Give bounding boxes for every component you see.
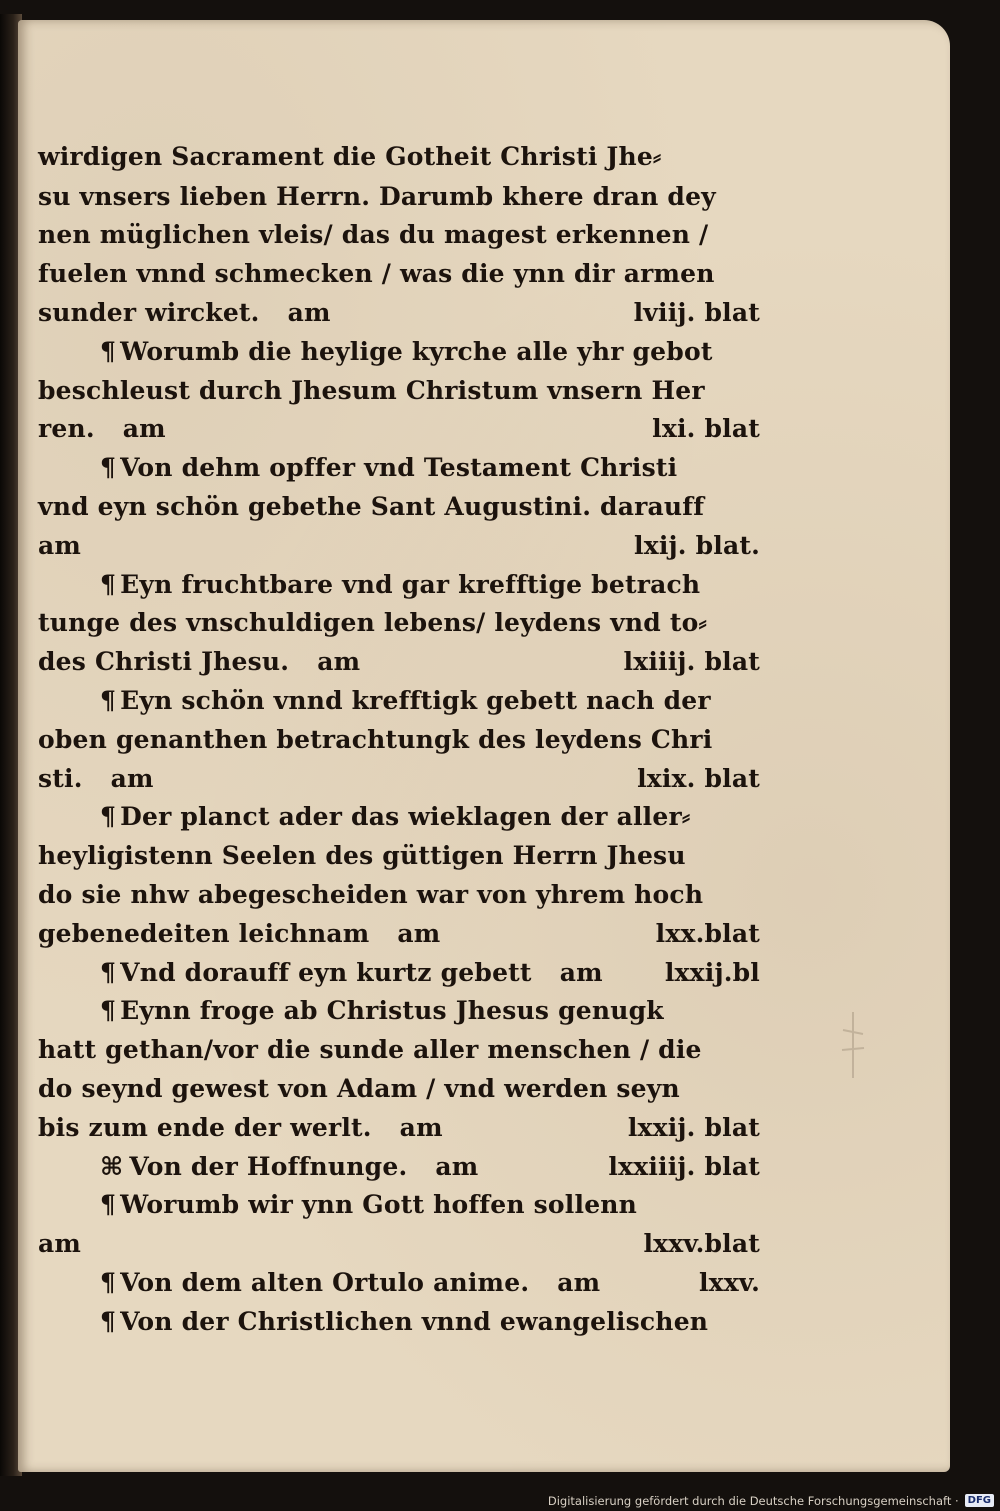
line-text: beschleust durch Jhesum Christum vnsern Her [38, 375, 705, 405]
folio-reference: lxiiij. blat [623, 647, 760, 677]
text-line [38, 293, 760, 332]
line-text: tunge des vnschuldigen lebens/ leydens vnd to⸗ [38, 607, 708, 637]
table-of-contents-text [38, 138, 760, 1341]
text-line [38, 1069, 760, 1108]
line-text: vnd eyn schön gebethe Sant Augustini. darauff [38, 492, 705, 522]
text-line [38, 177, 760, 216]
line-text: Vnd dorauff eyn kurtz gebett [120, 957, 532, 987]
am-word: am [110, 763, 154, 793]
text-line [38, 526, 760, 565]
line-text: sti. [38, 763, 83, 793]
folio-reference: lxxiiij. blat [608, 1151, 760, 1181]
text-line [38, 1108, 760, 1147]
am-word: am [435, 1151, 479, 1181]
line-text: Der planct ader das wieklagen der aller⸗ [120, 801, 691, 831]
text-line [38, 1263, 760, 1302]
folio-reference: lxxij.bl [664, 957, 760, 987]
pilcrow-mark: ¶ [100, 1306, 117, 1336]
text-line [38, 798, 760, 837]
line-text: Von dem alten Ortulo anime. [120, 1268, 530, 1297]
text-line [38, 1147, 760, 1186]
folio-reference: lxx.blat [655, 918, 760, 948]
digitization-footer [0, 1490, 1000, 1511]
line-text: am [38, 530, 82, 560]
line-text: Von dehm opffer vnd Testament Christi [120, 453, 678, 483]
line-text: Von der Hoffnunge. [129, 1151, 408, 1181]
text-line [38, 875, 760, 914]
line-text: nen müglichen vleis/ das du magest erkennen / [38, 220, 709, 250]
dfg-logo: DFG [965, 1494, 994, 1507]
text-line [38, 642, 760, 681]
pilcrow-mark: ¶ [100, 996, 117, 1026]
line-text: bis zum ende der werlt. [38, 1112, 372, 1142]
line-text: am [38, 1229, 82, 1259]
line-text: Worumb wir ynn Gott hoffen sollenn [120, 1190, 638, 1220]
line-text: Eynn froge ab Christus Jhesus genugk [120, 996, 664, 1026]
am-word: am [559, 957, 603, 987]
text-line [38, 1302, 760, 1341]
pilcrow-mark: ¶ [100, 1268, 117, 1297]
text-line [38, 332, 760, 371]
line-text: fuelen vnnd schmecken / was die ynn dir armen [38, 259, 715, 289]
folio-reference: lxi. blat [652, 414, 760, 444]
text-line [38, 1030, 760, 1069]
line-text: Von der Christlichen vnnd ewangelischen [120, 1306, 709, 1336]
am-word: am [317, 647, 361, 677]
folio-reference: lxxv.blat [643, 1229, 760, 1259]
text-line [38, 565, 760, 604]
am-word: am [122, 414, 166, 444]
am-word: am [399, 1112, 443, 1142]
text-line [38, 1186, 760, 1225]
text-line [38, 254, 760, 293]
line-text: do sie nhw abegescheiden war von yhrem hoch [38, 880, 704, 910]
text-line [38, 487, 760, 526]
pilcrow-mark: ¶ [100, 453, 117, 483]
text-line [38, 720, 760, 759]
text-line [38, 371, 760, 410]
line-text: ren. [38, 414, 95, 444]
cross-mark: ⌘ [100, 1151, 124, 1181]
line-text: hatt gethan/vor die sunde aller menschen / die [38, 1035, 702, 1065]
line-text: Worumb die heylige kyrche alle yhr gebot [120, 336, 713, 366]
line-text: do seynd gewest von Adam / vnd werden seyn [38, 1074, 680, 1104]
pilcrow-mark: ¶ [100, 569, 117, 599]
pilcrow-mark: ¶ [100, 686, 117, 716]
text-line [38, 914, 760, 953]
line-text: oben genanthen betrachtungk des leydens Chri [38, 724, 713, 754]
line-text: des Christi Jhesu. [38, 647, 290, 677]
text-line [38, 836, 760, 875]
pilcrow-mark: ¶ [100, 1190, 117, 1220]
text-line [38, 1224, 760, 1263]
line-text: Eyn fruchtbare vnd gar krefftige betrach [120, 569, 701, 599]
text-line [38, 992, 760, 1031]
folio-reference: lxix. blat [637, 763, 760, 793]
am-word: am [397, 918, 441, 948]
folio-reference: lxij. blat. [634, 530, 760, 560]
text-line [38, 448, 760, 487]
folio-reference: lviij. blat [633, 298, 760, 328]
line-text: heyligistenn Seelen des güttigen Herrn Jhesu [38, 841, 686, 871]
text-line [38, 953, 760, 992]
line-text: Eyn schön vnnd krefftigk gebett nach der [120, 686, 711, 716]
am-word: am [287, 298, 331, 328]
text-line [38, 681, 760, 720]
pilcrow-mark: ¶ [100, 802, 117, 832]
text-line [38, 138, 760, 177]
funding-credit: Digitalisierung gefördert durch die Deutsche Forschungsgemeinschaft · [547, 1493, 959, 1508]
text-line [38, 216, 760, 255]
folio-reference: lxxv. [698, 1268, 760, 1297]
line-text: wirdigen Sacrament die Gotheit Christi Jhe⸗ [38, 142, 662, 172]
pilcrow-mark: ¶ [100, 957, 117, 987]
text-line [38, 604, 760, 643]
line-text: gebenedeiten leichnam [38, 918, 370, 948]
folio-reference: lxxij. blat [627, 1112, 760, 1142]
paper-stain [838, 1010, 868, 1080]
book-page [18, 20, 950, 1472]
pilcrow-mark: ¶ [100, 336, 117, 366]
text-line [38, 759, 760, 798]
line-text: su vnsers lieben Herrn. Darumb khere dran dey [38, 181, 716, 211]
line-text: sunder wircket. [38, 298, 260, 328]
am-word: am [557, 1268, 601, 1297]
text-line [38, 410, 760, 449]
